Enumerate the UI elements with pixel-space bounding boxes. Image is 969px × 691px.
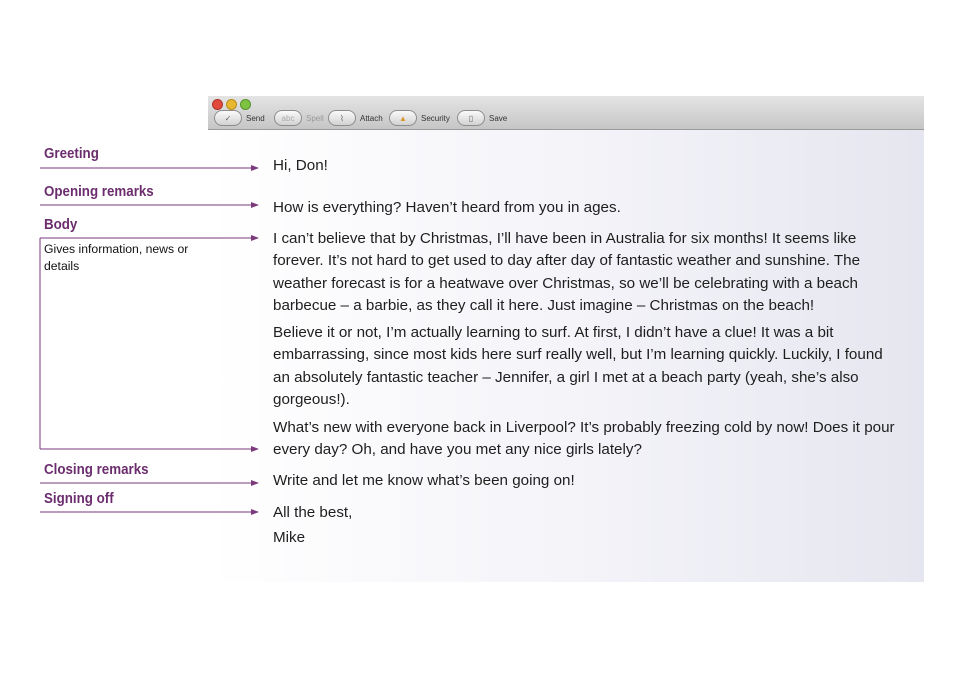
email-body-paragraph: Believe it or not, I’m actually learning to surf. At first, I didn’t have a clue! It was a bit embarrassing, since most kids here surf really well, but I’m learning quickly. Luckily, I found an absolutely fantastic teacher – Jennifer, a girl I met at a beach party (yeah, she’s also gorgeous!). [273, 324, 883, 408]
save-label: Save [489, 113, 508, 123]
email-body-paragraph: I can’t believe that by Christmas, I’ll have been in Australia for six months! It seems like forever. It’s not hard to get used to day after day of fantastic weather and sunshine. The weather forecast is for a heatwave over Christmas, so we’ll be celebrating with a beach barbecue – a barbie, as they call it here. Just imagine – Christmas on the beach! [273, 230, 861, 314]
annotation-greeting: Greeting [44, 146, 99, 162]
annotation-closing: Closing remarks [44, 462, 149, 478]
send-icon: ✓ [214, 110, 242, 126]
annotation-opening: Opening remarks [44, 184, 154, 200]
lock-icon: ▲ [389, 110, 417, 126]
attach-label: Attach [360, 113, 383, 123]
email-closing: Write and let me know what’s been going on! [273, 472, 575, 489]
security-label: Security [421, 113, 450, 123]
annotation-body-description-text: Gives information, news or details [44, 242, 189, 273]
annotation-body: Body [44, 217, 78, 233]
spell-icon: abc [274, 110, 302, 126]
send-label: Send [246, 113, 265, 123]
email-signature: Mike [273, 529, 306, 546]
spell-label: Spell [306, 113, 324, 123]
email-body-paragraph: What’s new with everyone back in Liverpool? It’s probably freezing cold by now! Does it pour every day? Oh, and have you met any nice girls lately? [273, 419, 895, 459]
email-opening: How is everything? Haven’t heard from you in ages. [273, 199, 621, 216]
email-signoff: All the best, [273, 504, 353, 521]
paperclip-icon: ⌇ [328, 110, 356, 126]
annotation-signing: Signing off [44, 491, 114, 507]
email-greeting: Hi, Don! [273, 157, 328, 174]
document-icon: ▯ [457, 110, 485, 126]
